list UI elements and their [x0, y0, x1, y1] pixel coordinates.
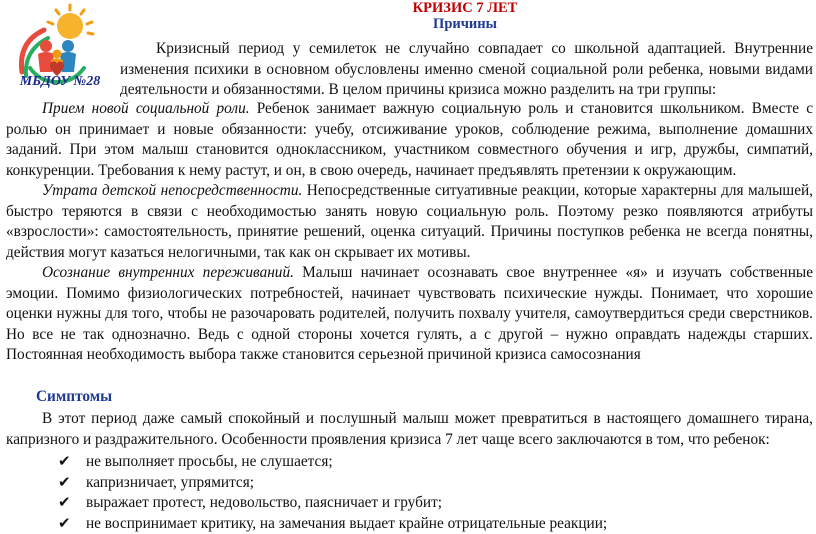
page-title: КРИЗИС 7 ЛЕТ	[0, 0, 816, 17]
list-item	[58, 493, 607, 514]
cause-paragraph	[6, 263, 813, 366]
cause-lead: Осознание внутренних переживаний.	[42, 264, 294, 281]
intro-text: Кризисный период у семилеток не случайно совпадает со школьной адаптацией. Внутренние изменения психики в основном обусловлены именно сменой социальной роли ребенка, новыми видами деятельности и обязанностями. В целом причины кризиса можно разделить на три группы:	[120, 40, 813, 98]
checkmark-icon: ✔	[58, 452, 76, 473]
list-item-text: не выполняет просьбы, не слушается;	[86, 452, 333, 473]
cause-paragraph	[6, 181, 813, 263]
cause-paragraph	[6, 99, 813, 181]
cause-text: Ребенок занимает важную социальную роль и становится школьником. Вместе с ролью он принимает и новые обязанности: учебу, отсиживание уроков, соблюдение режима, выполнение домашних заданий. При этом малыш становится одноклассником, участником совместного обучения и игр, дружбы, симпатий, конкуренции. Требования к нему растут, и он, в свою очередь, начинает предъявлять претензии к окружающим.	[6, 100, 813, 179]
cause-text: Малыш начинает осознавать свое внутреннее «я» и изучать собственные эмоции. Помимо физиологических потребностей, начинает чувствовать психические нужды. Понимает, что хорошие оценки нужны для того, чтобы не разочаровать родителей, получить похвалу учителя, самоутвердиться среди сверстников. Но все не так однозначно. Ведь с одной стороны хочется гулять, а с другой – нужно оправдать надежды старших. Постоянная необходимость выбора также становится серьезной причиной кризиса самосознания	[6, 264, 813, 363]
list-item-text: капризничает, упрямится;	[86, 473, 254, 494]
intro-paragraph	[120, 39, 813, 101]
symptoms-intro	[6, 409, 813, 450]
cause-lead: Прием новой социальной роли.	[42, 100, 250, 117]
list-item	[58, 452, 607, 473]
list-item	[58, 473, 607, 494]
cause-text: Непосредственные ситуативные реакции, которые характерны для малышей, быстро теряются в связи с необходимостью занять новую социальную роль. Поэтому резко появляются атрибуты «взрослости»: самостоятельность, принятие решений, оценка ситуаций. Причины поступков ребенка не всегда понятны, действия могут казаться нелогичными, так как он скрывает их мотивы.	[6, 182, 813, 261]
cause-lead: Утрата детской непосредственности.	[42, 182, 302, 199]
list-item-text: выражает протест, недовольство, паясничает и грубит;	[86, 493, 442, 514]
section-title-symptoms: Симптомы	[36, 388, 112, 406]
list-item-text: не воспринимает критику, на замечания выдает крайне отрицательные реакции;	[86, 514, 607, 534]
checkmark-icon: ✔	[58, 473, 76, 494]
section-title-causes: Причины	[0, 16, 816, 33]
checkmark-icon: ✔	[58, 514, 76, 534]
checkmark-icon: ✔	[58, 493, 76, 514]
causes-block	[6, 99, 813, 366]
symptoms-intro-text: В этот период даже самый спокойный и послушный малыш может превратиться в настоящего домашнего тирана, капризного и раздражительного. Особенности проявления кризиса 7 лет чаще всего заключаются в том, что ребенок:	[6, 409, 813, 450]
logo-text: МБДОУ №28	[10, 74, 110, 90]
list-item	[58, 514, 607, 534]
